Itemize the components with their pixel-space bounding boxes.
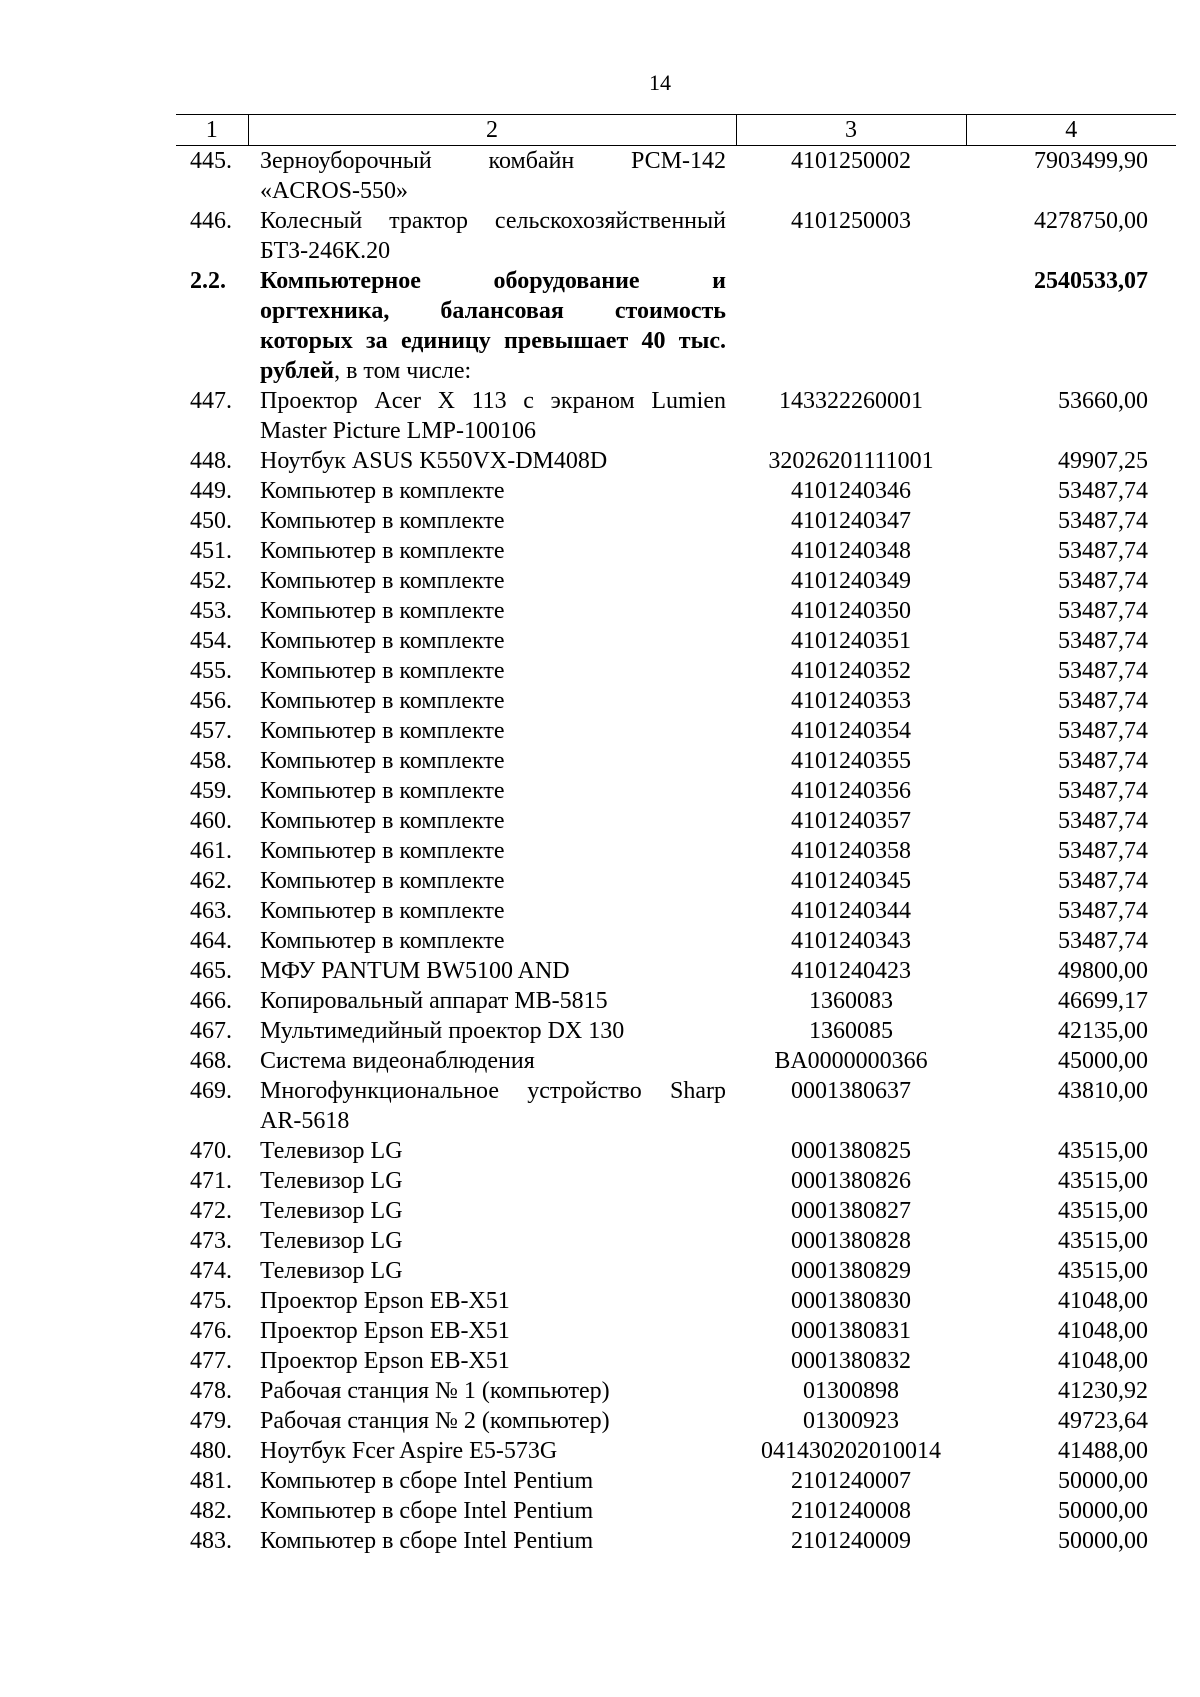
- table-row: [176, 1466, 1176, 1496]
- row-number-cell: 448.: [190, 448, 232, 474]
- table-row: [176, 926, 1176, 956]
- cost-cell: 53487,74: [1058, 508, 1148, 534]
- item-name-cell: Компьютер в комплекте: [260, 778, 505, 804]
- item-name-cell: Компьютер в сборе Intel Pentium: [260, 1468, 594, 1494]
- item-name-cell: Компьютер в комплекте: [260, 508, 505, 534]
- table-row: [176, 1046, 1176, 1076]
- row-number-cell: 455.: [190, 658, 232, 684]
- row-number-cell: 452.: [190, 568, 232, 594]
- row-number-cell: 469.: [190, 1078, 232, 1104]
- row-number-cell: 477.: [190, 1348, 232, 1374]
- inventory-number-cell: 2101240007: [791, 1468, 911, 1494]
- row-number-cell: 475.: [190, 1288, 232, 1314]
- item-name-cell: Телевизор LG: [260, 1258, 403, 1284]
- table-row: [176, 386, 1176, 446]
- document-table-container: [176, 114, 1176, 1556]
- item-name-cell: Ноутбук Fcer Aspire E5-573G: [260, 1438, 558, 1464]
- table-row: [176, 986, 1176, 1016]
- table-row: [176, 1286, 1176, 1316]
- cost-cell: 4278750,00: [1034, 208, 1148, 234]
- row-number-cell: 471.: [190, 1168, 232, 1194]
- row-number-cell: 474.: [190, 1258, 232, 1284]
- inventory-number-cell: 0001380831: [791, 1318, 911, 1344]
- cost-cell: 53487,74: [1058, 808, 1148, 834]
- cost-cell: 53487,74: [1058, 538, 1148, 564]
- row-number-cell: 472.: [190, 1198, 232, 1224]
- cost-cell: 50000,00: [1058, 1498, 1148, 1524]
- row-number-cell: 480.: [190, 1438, 232, 1464]
- page-number: 14: [649, 70, 671, 95]
- row-number-cell: 457.: [190, 718, 232, 744]
- row-number-cell: 473.: [190, 1228, 232, 1254]
- cost-cell: 53487,74: [1058, 658, 1148, 684]
- cost-cell: 49800,00: [1058, 958, 1148, 984]
- item-name-cell: Компьютер в комплекте: [260, 598, 505, 624]
- cost-cell: 7903499,90: [1034, 148, 1148, 174]
- inventory-number-cell: 4101240423: [791, 958, 911, 984]
- inventory-number-cell: 4101240346: [791, 478, 911, 504]
- row-number-cell: 445.: [190, 148, 232, 174]
- table-row: [176, 836, 1176, 866]
- row-number-cell: 478.: [190, 1378, 232, 1404]
- table-row: [176, 776, 1176, 806]
- header-row: [176, 115, 1176, 146]
- row-number-cell: 468.: [190, 1048, 232, 1074]
- item-name-cell: Компьютер в комплекте: [260, 838, 505, 864]
- row-number-cell: 458.: [190, 748, 232, 774]
- row-number-cell: 456.: [190, 688, 232, 714]
- table-row: [176, 536, 1176, 566]
- cost-cell: 43515,00: [1058, 1138, 1148, 1164]
- row-number-cell: 450.: [190, 508, 232, 534]
- cost-cell: 45000,00: [1058, 1048, 1148, 1074]
- row-number-cell: 481.: [190, 1468, 232, 1494]
- item-name-cell: Копировальный аппарат MB-5815: [260, 988, 608, 1014]
- item-name-cell: Колесный трактор сельскохозяйственный БТЗ-246К.20: [260, 208, 726, 264]
- cost-cell: 53487,74: [1058, 928, 1148, 954]
- section-title: Компьютерное оборудование и оргтехника, балансовая стоимость которых за единицу превышает 40 тыс. рублей: [260, 268, 726, 384]
- table-row: [176, 656, 1176, 686]
- item-name-cell: Рабочая станция № 1 (компьютер): [260, 1378, 610, 1404]
- inventory-number-cell: 1360083: [809, 988, 893, 1014]
- cost-cell: 43810,00: [1058, 1078, 1148, 1104]
- item-name-cell: [248, 266, 736, 386]
- row-number-cell: 447.: [190, 388, 232, 414]
- table-body: [176, 146, 1176, 1557]
- cost-cell: 53487,74: [1058, 748, 1148, 774]
- table-row: [176, 716, 1176, 746]
- cost-cell: 43515,00: [1058, 1228, 1148, 1254]
- cost-cell: 53660,00: [1058, 388, 1148, 414]
- cost-cell: 41488,00: [1058, 1438, 1148, 1464]
- row-number-cell: 464.: [190, 928, 232, 954]
- row-number-cell: 462.: [190, 868, 232, 894]
- inventory-number-cell: 01300923: [803, 1408, 899, 1434]
- table-row: [176, 206, 1176, 266]
- cost-cell: 53487,74: [1058, 898, 1148, 924]
- item-name-cell: Ноутбук ASUS K550VX-DM408D: [260, 448, 608, 474]
- cost-cell: 49907,25: [1058, 448, 1148, 474]
- item-name-cell: Компьютер в комплекте: [260, 808, 505, 834]
- item-name-cell: Телевизор LG: [260, 1138, 403, 1164]
- cost-cell: 41048,00: [1058, 1348, 1148, 1374]
- inventory-number-cell: 32026201111001: [768, 448, 934, 474]
- item-name-cell: Компьютер в комплекте: [260, 478, 505, 504]
- row-number-cell: 483.: [190, 1528, 232, 1554]
- table-row: [176, 506, 1176, 536]
- row-number-cell: 470.: [190, 1138, 232, 1164]
- inventory-number-cell: 4101240353: [791, 688, 911, 714]
- cost-cell: 43515,00: [1058, 1168, 1148, 1194]
- cost-cell: 50000,00: [1058, 1468, 1148, 1494]
- inventory-number-cell: 0001380828: [791, 1228, 911, 1254]
- table-row: [176, 1016, 1176, 1046]
- table-row: [176, 146, 1176, 207]
- row-number-cell: 465.: [190, 958, 232, 984]
- item-name-cell: Телевизор LG: [260, 1228, 403, 1254]
- row-number-cell: 476.: [190, 1318, 232, 1344]
- cost-cell: 53487,74: [1058, 718, 1148, 744]
- table-row: [176, 866, 1176, 896]
- table-row: [176, 476, 1176, 506]
- item-name-cell: Компьютер в комплекте: [260, 898, 505, 924]
- cost-cell: 49723,64: [1058, 1408, 1148, 1434]
- inventory-number-cell: 4101240343: [791, 928, 911, 954]
- inventory-number-cell: 4101240355: [791, 748, 911, 774]
- table-row: [176, 1166, 1176, 1196]
- row-number-cell: 451.: [190, 538, 232, 564]
- section-row: [176, 266, 1176, 386]
- row-number-cell: 466.: [190, 988, 232, 1014]
- inventory-number-cell: 1360085: [809, 1018, 893, 1044]
- item-name-cell: Компьютер в комплекте: [260, 538, 505, 564]
- row-number-cell: 463.: [190, 898, 232, 924]
- inventory-number-cell: 4101240344: [791, 898, 911, 924]
- row-number-cell: 454.: [190, 628, 232, 654]
- inventory-number-cell: 4101240350: [791, 598, 911, 624]
- table-row: [176, 1406, 1176, 1436]
- cost-cell: 53487,74: [1058, 778, 1148, 804]
- inventory-number-cell: 4101240357: [791, 808, 911, 834]
- cost-cell: 2540533,07: [1034, 268, 1148, 294]
- inventory-number-cell: 0001380830: [791, 1288, 911, 1314]
- item-name-cell: Компьютер в комплекте: [260, 658, 505, 684]
- inventory-number-cell: 0001380832: [791, 1348, 911, 1374]
- item-name-cell: Проектор Acer X 113 с экраном Lumien Master Picture LMP-100106: [260, 388, 726, 444]
- cost-cell: 43515,00: [1058, 1198, 1148, 1224]
- table-row: [176, 1526, 1176, 1556]
- row-number-cell: 446.: [190, 208, 232, 234]
- item-name-cell: Проектор Epson EB-X51: [260, 1318, 510, 1344]
- inventory-number-cell: 4101240358: [791, 838, 911, 864]
- table-row: [176, 446, 1176, 476]
- row-number-cell: 459.: [190, 778, 232, 804]
- row-number-cell: 460.: [190, 808, 232, 834]
- cost-cell: 41048,00: [1058, 1318, 1148, 1344]
- cost-cell: 41230,92: [1058, 1378, 1148, 1404]
- table-header: [176, 115, 1176, 146]
- table-row: [176, 566, 1176, 596]
- cost-cell: 46699,17: [1058, 988, 1148, 1014]
- item-name-cell: Система видеонаблюдения: [260, 1048, 535, 1074]
- table-row: [176, 1346, 1176, 1376]
- table-row: [176, 596, 1176, 626]
- inventory-number-cell: 4101240351: [791, 628, 911, 654]
- item-name-cell: МФУ PANTUM BW5100 AND: [260, 958, 570, 984]
- inventory-number-cell: 041430202010014: [761, 1438, 941, 1464]
- item-name-cell: Компьютер в комплекте: [260, 628, 505, 654]
- asset-table: [176, 114, 1176, 1556]
- row-number-cell: 449.: [190, 478, 232, 504]
- cost-cell: 42135,00: [1058, 1018, 1148, 1044]
- cost-cell: 53487,74: [1058, 478, 1148, 504]
- cost-cell: 53487,74: [1058, 628, 1148, 654]
- item-name-cell: Рабочая станция № 2 (компьютер): [260, 1408, 610, 1434]
- table-row: [176, 1076, 1176, 1136]
- item-name-cell: Компьютер в комплекте: [260, 688, 505, 714]
- item-name-cell: Телевизор LG: [260, 1168, 403, 1194]
- inventory-number-cell: 0001380825: [791, 1138, 911, 1164]
- table-row: [176, 1376, 1176, 1406]
- table-row: [176, 1496, 1176, 1526]
- inventory-number-cell: 0001380829: [791, 1258, 911, 1284]
- cost-cell: 43515,00: [1058, 1258, 1148, 1284]
- table-row: [176, 1136, 1176, 1166]
- item-name-cell: Компьютер в комплекте: [260, 748, 505, 774]
- inventory-number-cell: 0001380637: [791, 1078, 911, 1104]
- cost-cell: 53487,74: [1058, 838, 1148, 864]
- row-number-cell: 482.: [190, 1498, 232, 1524]
- table-row: [176, 746, 1176, 776]
- item-name-cell: Мультимедийный проектор DX 130: [260, 1018, 625, 1044]
- item-name-cell: Проектор Epson EB-X51: [260, 1288, 510, 1314]
- item-name-cell: Компьютер в комплекте: [260, 928, 505, 954]
- item-name-cell: Телевизор LG: [260, 1198, 403, 1224]
- header-cell-4: 4: [966, 115, 1176, 146]
- row-number-cell: 467.: [190, 1018, 232, 1044]
- cost-cell: 53487,74: [1058, 598, 1148, 624]
- row-number-cell: 461.: [190, 838, 232, 864]
- cost-cell: 53487,74: [1058, 568, 1148, 594]
- inventory-number-cell: 4101240345: [791, 868, 911, 894]
- cost-cell: 53487,74: [1058, 688, 1148, 714]
- cost-cell: 50000,00: [1058, 1528, 1148, 1554]
- item-name-cell: Компьютер в сборе Intel Pentium: [260, 1528, 594, 1554]
- table-row: [176, 956, 1176, 986]
- inventory-number-cell: 4101240349: [791, 568, 911, 594]
- row-number-cell: 453.: [190, 598, 232, 624]
- inventory-number-cell: 01300898: [803, 1378, 899, 1404]
- section-title-suffix: , в том числе:: [334, 358, 472, 384]
- inventory-number-cell: 4101240356: [791, 778, 911, 804]
- table-row: [176, 1226, 1176, 1256]
- inventory-number-cell: 0001380827: [791, 1198, 911, 1224]
- inventory-number-cell: 4101240354: [791, 718, 911, 744]
- table-row: [176, 686, 1176, 716]
- table-row: [176, 1256, 1176, 1286]
- header-cell-3: 3: [736, 115, 966, 146]
- table-row: [176, 626, 1176, 656]
- inventory-number-cell: [736, 266, 966, 386]
- row-number-cell: 2.2.: [190, 268, 226, 294]
- item-name-cell: Компьютер в комплекте: [260, 718, 505, 744]
- item-name-cell: Компьютер в комплекте: [260, 568, 505, 594]
- table-row: [176, 1196, 1176, 1226]
- item-name-cell: Компьютер в комплекте: [260, 868, 505, 894]
- table-row: [176, 806, 1176, 836]
- inventory-number-cell: 4101250003: [791, 208, 911, 234]
- table-row: [176, 1436, 1176, 1466]
- item-name-cell: Многофункциональное устройство Sharp AR-5618: [260, 1078, 726, 1134]
- inventory-number-cell: 143322260001: [779, 388, 923, 414]
- inventory-number-cell: 2101240008: [791, 1498, 911, 1524]
- item-name-cell: Проектор Epson EB-X51: [260, 1348, 510, 1374]
- cost-cell: 41048,00: [1058, 1288, 1148, 1314]
- inventory-number-cell: 4101240347: [791, 508, 911, 534]
- cost-cell: 53487,74: [1058, 868, 1148, 894]
- table-row: [176, 1316, 1176, 1346]
- inventory-number-cell: 2101240009: [791, 1528, 911, 1554]
- header-cell-1: 1: [176, 115, 248, 146]
- row-number-cell: 479.: [190, 1408, 232, 1434]
- inventory-number-cell: 4101240352: [791, 658, 911, 684]
- item-name-cell: Зерноуборочный комбайн РСМ-142 «ACROS-550»: [260, 148, 726, 204]
- inventory-number-cell: 0001380826: [791, 1168, 911, 1194]
- header-cell-2: 2: [248, 115, 736, 146]
- inventory-number-cell: 4101240348: [791, 538, 911, 564]
- table-row: [176, 896, 1176, 926]
- inventory-number-cell: BA0000000366: [774, 1048, 928, 1074]
- item-name-cell: Компьютер в сборе Intel Pentium: [260, 1498, 594, 1524]
- inventory-number-cell: 4101250002: [791, 148, 911, 174]
